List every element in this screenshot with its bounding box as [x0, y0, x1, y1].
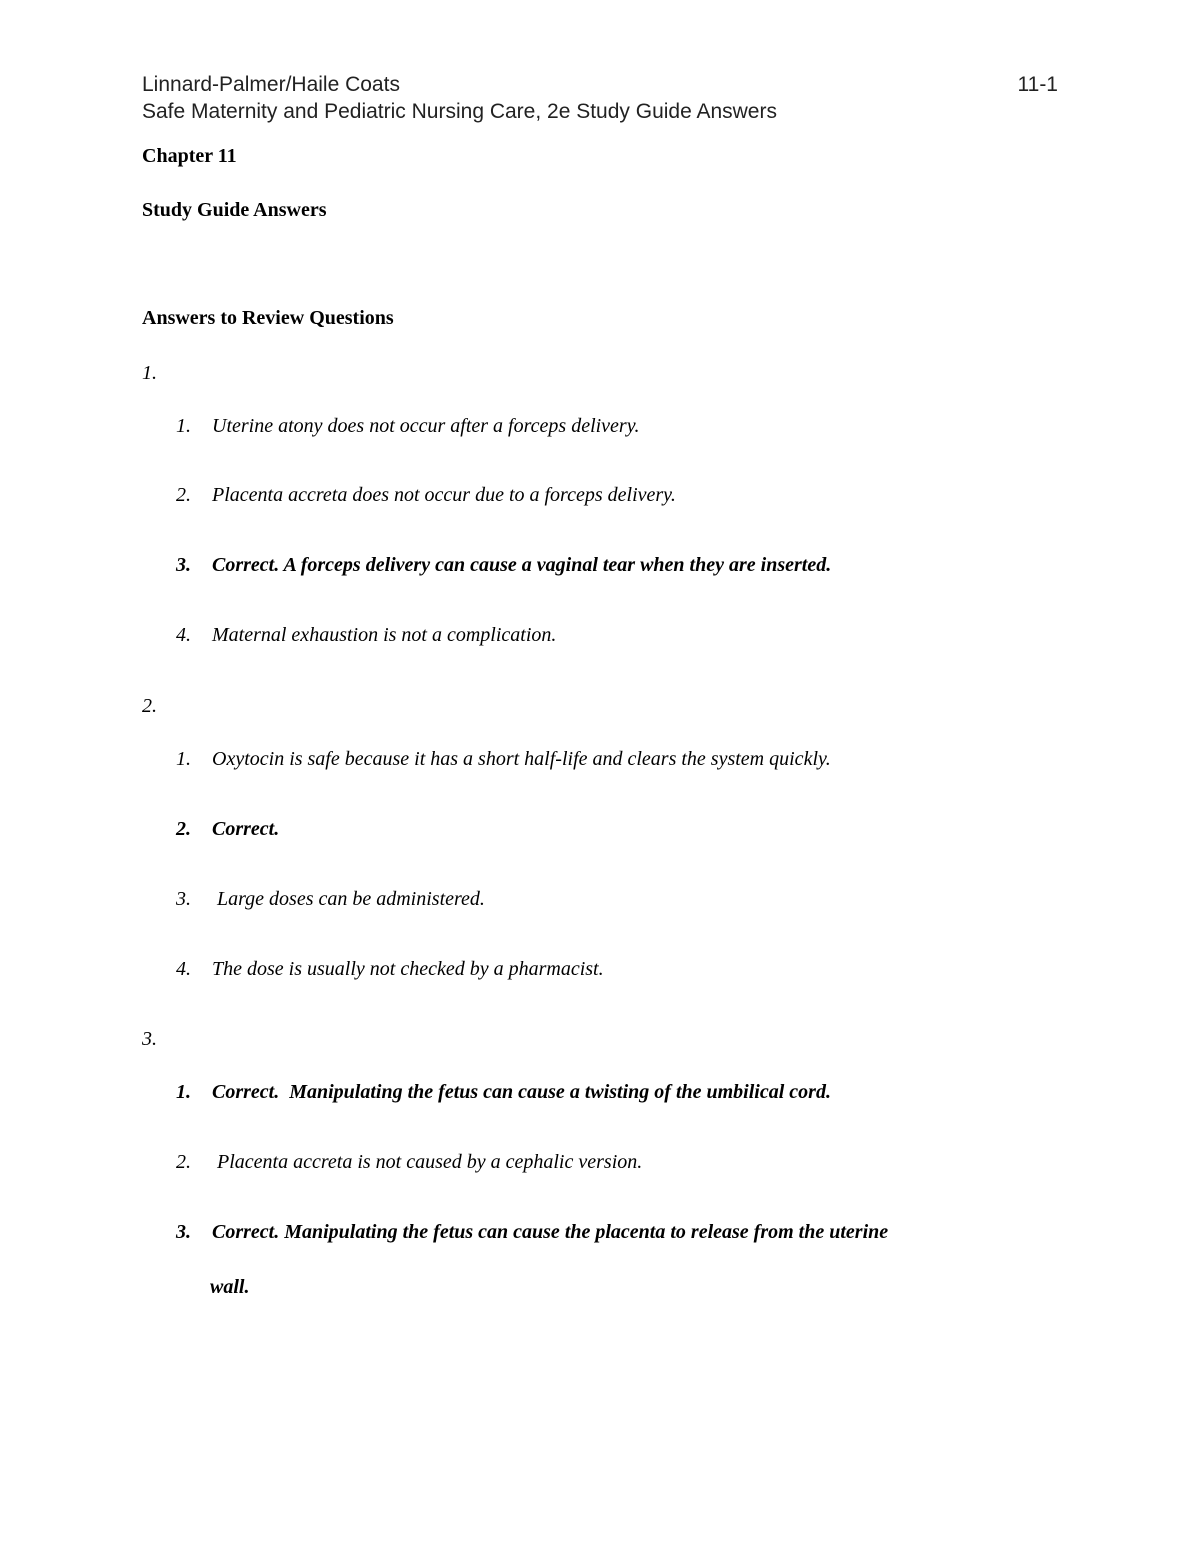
option-text: Oxytocin is safe because it has a short half-life and clears the system quickly.	[212, 748, 831, 770]
option-number: 3.	[176, 554, 191, 576]
answer-option-correct	[176, 818, 279, 841]
header-page-number: 11-1	[1017, 73, 1058, 96]
option-number: 2.	[176, 484, 191, 506]
option-number: 4.	[176, 958, 191, 980]
answer-option	[176, 888, 485, 911]
option-number: 3.	[176, 1221, 191, 1243]
option-number: 3.	[176, 888, 191, 910]
question-number: 2.	[142, 695, 157, 717]
answer-option	[176, 484, 676, 507]
question-number: 1.	[142, 362, 157, 384]
option-text: Correct. Manipulating the fetus can cause the placenta to release from the uterine	[212, 1221, 889, 1243]
answer-option-correct	[176, 1221, 888, 1244]
option-text: The dose is usually not checked by a pharmacist.	[212, 958, 604, 980]
option-text: Uterine atony does not occur after a forceps delivery.	[212, 415, 640, 437]
option-number: 1.	[176, 1081, 191, 1103]
chapter-heading: Chapter 11	[142, 145, 237, 167]
option-text: Placenta accreta is not caused by a cephalic version.	[212, 1151, 643, 1173]
question-number: 3.	[142, 1028, 157, 1050]
option-text: Large doses can be administered.	[212, 888, 485, 910]
option-text: Correct. A forceps delivery can cause a vaginal tear when they are inserted.	[212, 554, 832, 576]
option-number: 2.	[176, 818, 191, 840]
answer-option	[176, 1151, 642, 1174]
answer-option	[176, 748, 831, 771]
answer-option-correct	[176, 1081, 831, 1104]
answer-option	[176, 415, 640, 438]
option-text: Placenta accreta does not occur due to a forceps delivery.	[212, 484, 676, 506]
answer-option	[176, 958, 604, 981]
option-number: 4.	[176, 624, 191, 646]
answer-option	[176, 624, 556, 647]
subtitle-heading: Study Guide Answers	[142, 199, 327, 221]
option-number: 1.	[176, 415, 191, 437]
option-number: 1.	[176, 748, 191, 770]
answer-option-correct	[176, 554, 831, 577]
option-number: 2.	[176, 1151, 191, 1173]
option-text: Correct. Manipulating the fetus can cause a twisting of the umbilical cord.	[212, 1081, 831, 1103]
option-text: Maternal exhaustion is not a complication.	[212, 624, 557, 646]
option-text: Correct.	[212, 818, 280, 840]
option-text-continuation: wall.	[210, 1276, 250, 1298]
header-book-title: Safe Maternity and Pediatric Nursing Care, 2e Study Guide Answers	[142, 100, 777, 123]
header-author: Linnard-Palmer/Haile Coats	[142, 73, 400, 96]
section-heading: Answers to Review Questions	[142, 307, 394, 329]
